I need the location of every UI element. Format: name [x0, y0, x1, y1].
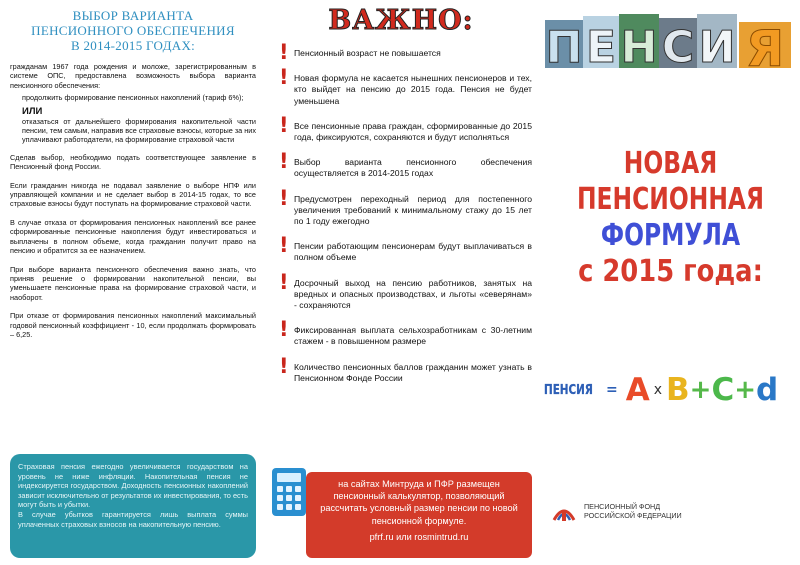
paragraph-coefficient: При отказе от формирования пенсионных накоплений максимальный годовой пенсионный коэффициент - 10, если продолжать формировать – 6,25. [10, 311, 256, 339]
important-item-text: Досрочный выход на пенсию работников, занятых на вредных и опасных производствах, и льготы «северянам» - сохраняются [294, 277, 532, 311]
title-line-formula: ФОРМУЛА [600, 218, 741, 253]
important-item [270, 40, 532, 64]
option-continue: продолжить формирование пенсионных накоплений (тариф 6%); [22, 93, 244, 103]
pension-formula [544, 370, 794, 410]
important-item [270, 353, 532, 384]
exclamation-icon: ! [279, 65, 289, 90]
logo-letter: Я [745, 20, 785, 70]
exclamation-icon: ! [279, 269, 289, 294]
important-item [270, 149, 532, 179]
important-item [270, 233, 532, 263]
important-item-text: Фиксированная выплата сельхозработникам с 30-летним стажем - в повышенном размере [294, 325, 532, 347]
left-title-line3: В 2014-2015 ГОДАХ: [70, 38, 196, 53]
left-title-line2: ПЕНСИОННОГО ОБЕСПЕЧЕНИЯ [31, 23, 235, 38]
new-formula-title [548, 146, 793, 290]
important-item [270, 185, 532, 228]
important-item [270, 317, 532, 347]
important-item-text: Количество пенсионных баллов гражданин может узнать в Пенсионном Фонде России [294, 361, 532, 383]
option-refuse: отказаться от дальнейшего формирования накопительной части пенсии, тем самым, направив все страховые взносы, которые за них уплачивают работодатели, на формирование страховой части [22, 116, 257, 145]
important-heading: ВАЖНО: [328, 5, 474, 36]
pfr-emblem-icon [550, 500, 578, 524]
paragraph-no-choice: Если гражданин никогда не подавал заявление о выборе НПФ или управляющей компании и не сделает выбор в 2014-15 годах, то все страховые взносы будут поступать на формирование страховой части. [10, 180, 256, 209]
left-title [10, 8, 256, 53]
formula-plus: + [734, 375, 757, 405]
logo-letter: Е [585, 22, 617, 70]
pfr-name-line1: ПЕНСИОННЫЙ ФОНД [584, 502, 661, 512]
important-item-text: Все пенсионные права граждан, сформированные до 2015 года, фиксируются, сохраняются и будут исполняться [294, 120, 532, 143]
pfr-logo [550, 500, 682, 524]
exclamation-icon: ! [279, 317, 289, 342]
title-line-pension: ПЕНСИОННАЯ [576, 182, 765, 217]
or-label: ИЛИ [22, 105, 43, 117]
formula-plus: + [689, 375, 712, 405]
logo-letter: Н [620, 22, 658, 70]
logo-letter: П [545, 22, 583, 70]
important-item-text: Пенсионный возраст не повышается [294, 48, 441, 58]
calculator-info-text: на сайтах Минтруда и ПФР размещен пенсионный калькулятор, позволяющий рассчитать условный размер пенсии по новой пенсионной формуле. [320, 479, 518, 526]
pfr-name [584, 503, 682, 520]
logo-letter: И [698, 22, 736, 70]
paragraph-apply: Сделав выбор, необходимо подать соответствующее заявление в Пенсионный фонд России. [10, 152, 256, 172]
logo-letter: С [661, 22, 695, 70]
info-box-text-1: Страховая пенсия ежегодно увеличивается государством на уровень не ниже инфляции. Накопительная пенсия не индексируется государством. Доходность пенсионных накоплений зависит исключительно от результатов их инвестирования, то есть могут быть и убытки. [18, 462, 248, 510]
formula-d: d [756, 372, 779, 408]
formula-b: B [666, 372, 690, 408]
important-item [270, 112, 532, 143]
important-item-text: Новая формула не касается нынешних пенсионеров и тех, кто выйдет на пенсию до 2015 года. Пенсия не будет уменьшена [294, 73, 532, 106]
title-line-new: НОВАЯ [623, 146, 718, 181]
formula-a: A [625, 372, 650, 408]
intro-paragraph: гражданам 1967 года рождения и моложе, зарегистрированным в системе ОПС, предоставлена возможность выбора варианта пенсионного обеспечения: [10, 62, 256, 90]
exclamation-icon: ! [279, 353, 289, 378]
important-item [270, 269, 532, 312]
formula-times: x [653, 382, 663, 398]
formula-word: ПЕНСИЯ [544, 382, 593, 398]
left-column [10, 8, 256, 558]
middle-column [270, 6, 532, 561]
title-line-year: с 2015 года: [578, 254, 763, 289]
exclamation-icon: ! [279, 112, 289, 137]
right-column [540, 0, 800, 565]
formula-equals: = [606, 382, 618, 398]
exclamation-icon: ! [279, 185, 289, 210]
info-box-text-2: В случае убытков гарантируется лишь выплата суммы уплаченных страховых взносов на накопительную пенсию. [18, 509, 248, 529]
exclamation-icon: ! [279, 40, 289, 64]
left-title-line1: ВЫБОР ВАРИАНТА [72, 8, 194, 23]
important-item-text: Пенсии работающим пенсионерам будут выплачиваться в полном объеме [294, 241, 532, 263]
paragraph-refusal: В случае отказа от формирования пенсионных накоплений все ранее сформированные пенсионные накопления будут инвестироваться и выплачены в полном объеме, когда гражданин получит право на пенсию и обратится за ее назначением. [10, 217, 256, 256]
paragraph-important: При выборе варианта пенсионного обеспечения важно знать, что приняв решение о формировании накопительной пенсии, вы уменьшаете пенсионные права на формирование страховой части, и наоборот. [10, 264, 256, 302]
formula-c: C [711, 372, 735, 408]
pfr-name-line2: РОССИЙСКОЙ ФЕДЕРАЦИИ [584, 511, 682, 520]
important-item [270, 65, 532, 107]
website-links[interactable]: pfrf.ru или rosmintrud.ru [369, 531, 469, 542]
calculator-info-box [306, 472, 532, 558]
calculator-icon [272, 468, 306, 516]
important-item-text: Предусмотрен переходный период для постепенного увеличения требований к минимальному стажу до 15 лет по 1 году ежегодно [294, 193, 532, 227]
pensia-logo-image [543, 10, 795, 70]
exclamation-icon: ! [279, 233, 289, 258]
info-box-teal [10, 454, 256, 558]
important-item-text: Выбор варианта пенсионного обеспечения осуществляется в 2014-2015 годах [294, 157, 532, 179]
exclamation-icon: ! [279, 149, 289, 174]
